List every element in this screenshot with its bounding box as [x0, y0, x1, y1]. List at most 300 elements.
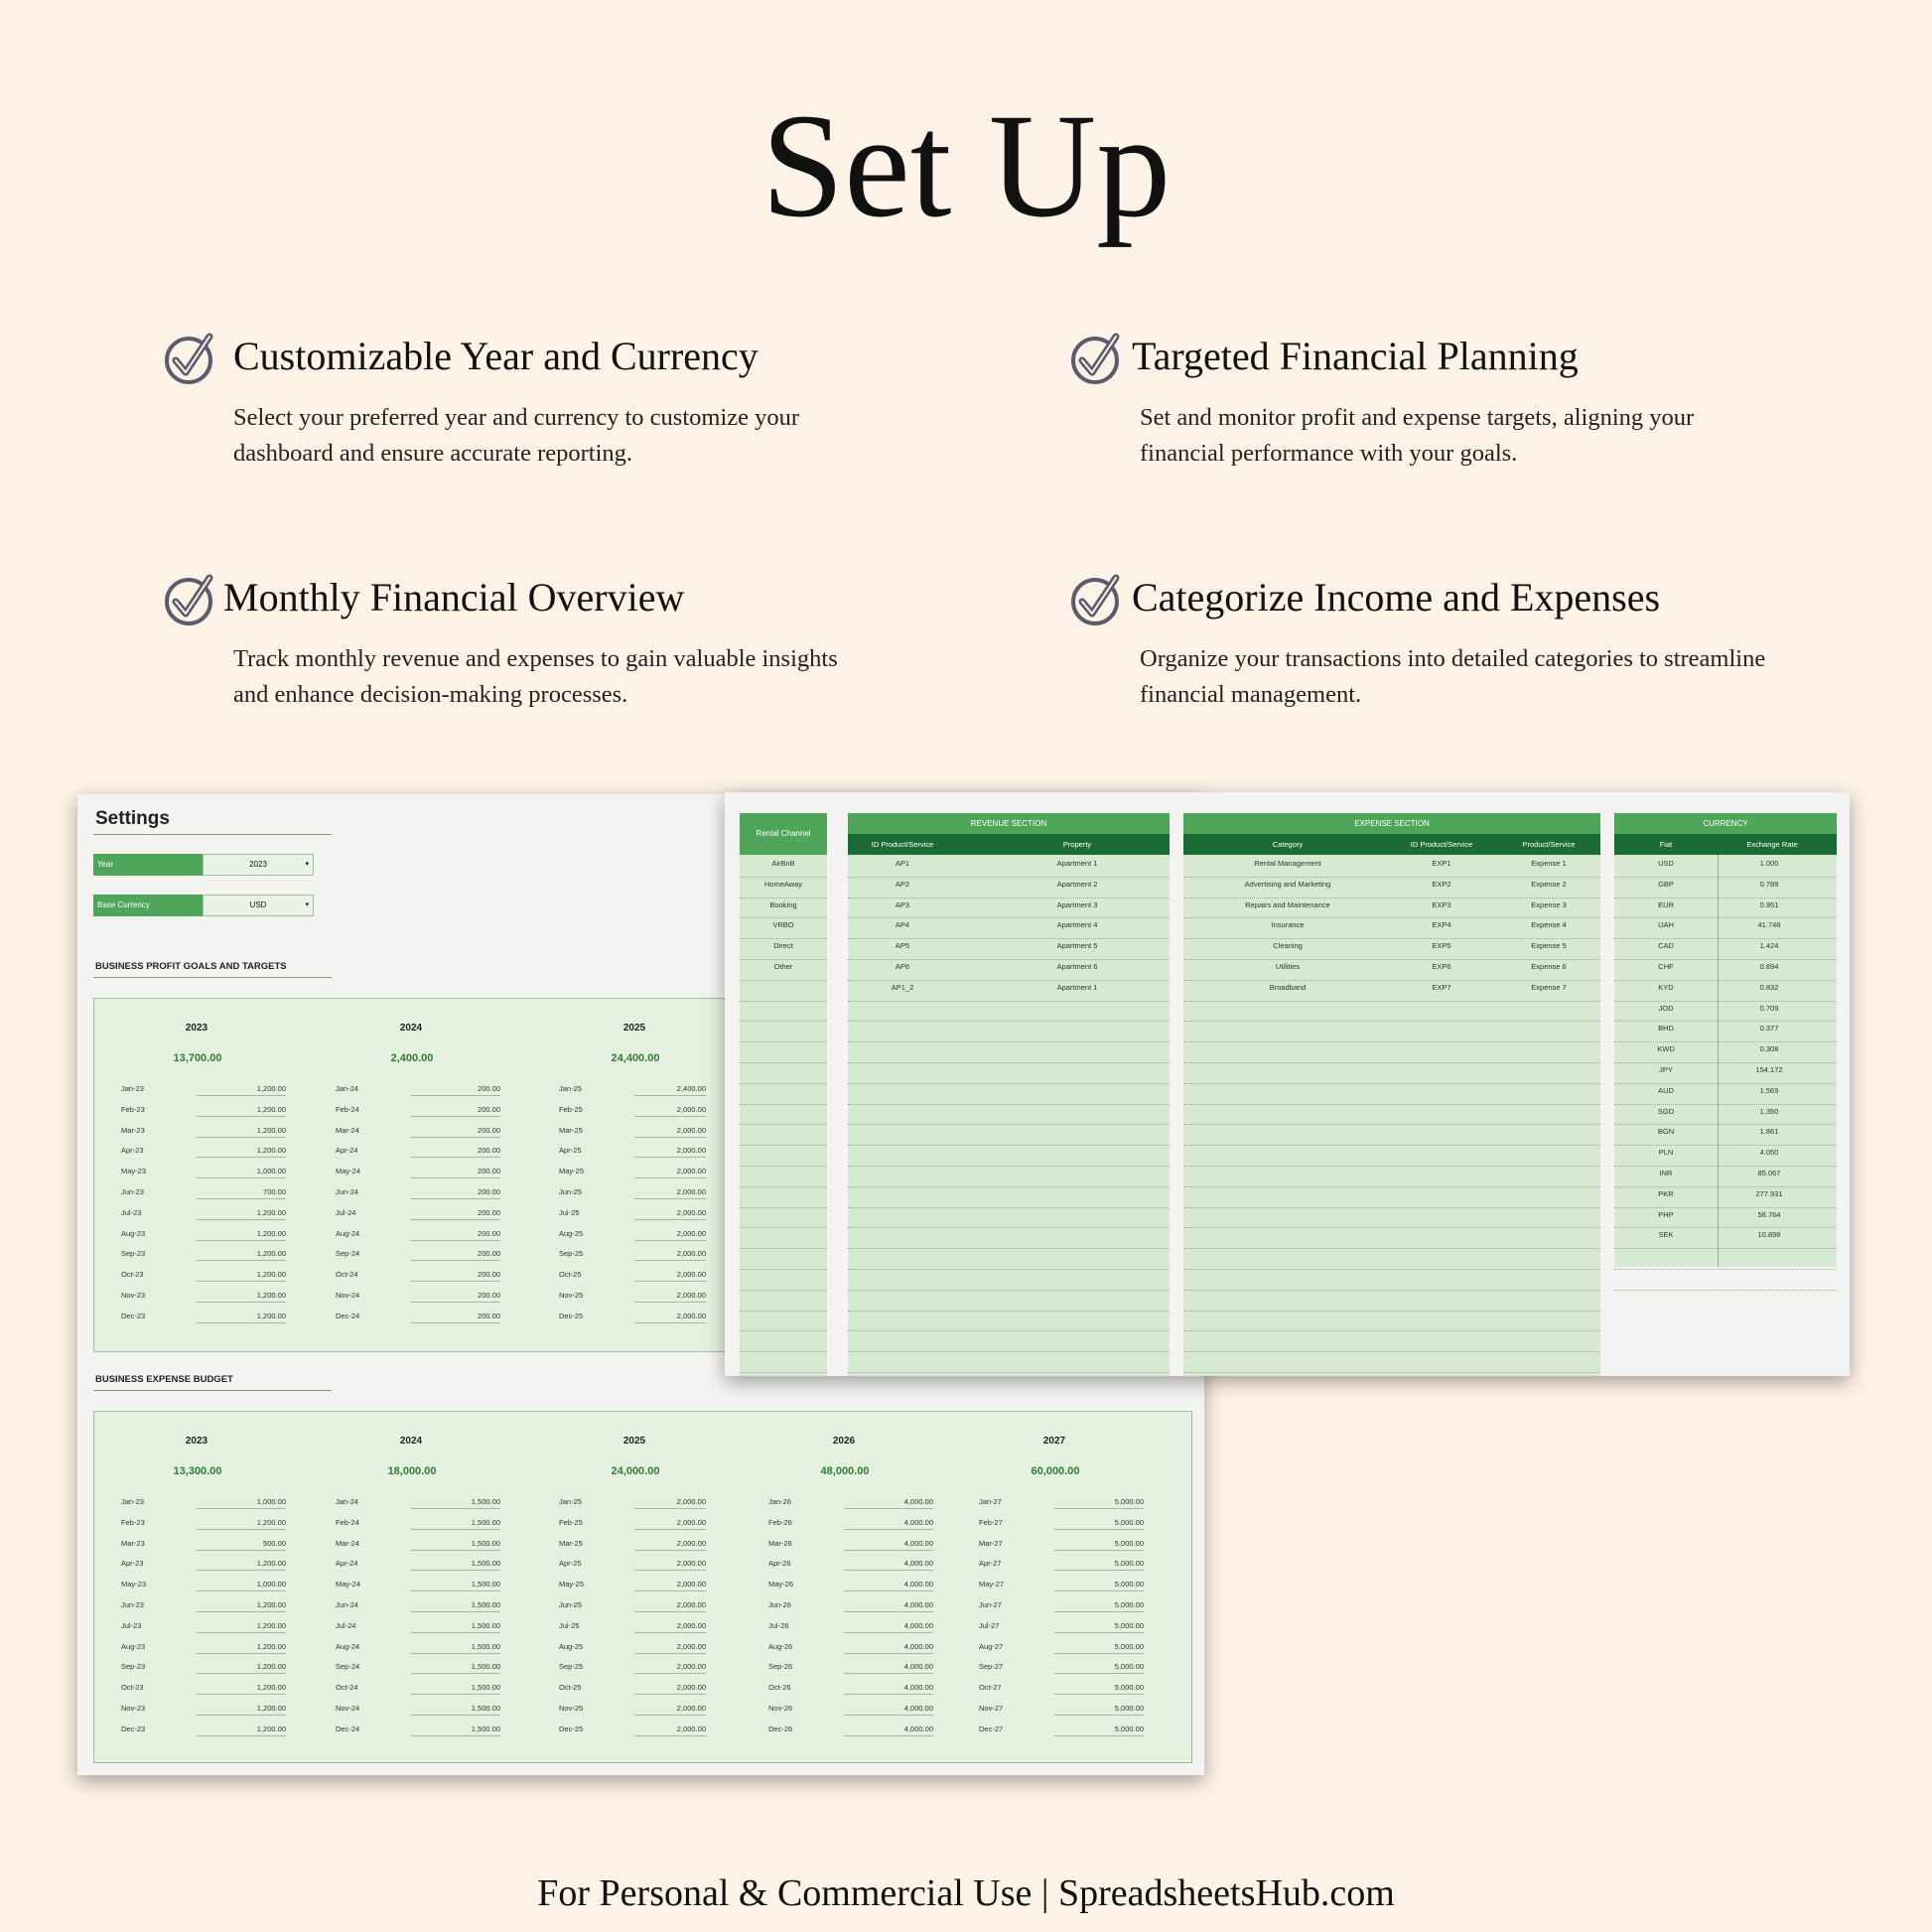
month-label: Sep-27 — [979, 1662, 1004, 1672]
month-value: 200.00 — [411, 1167, 500, 1178]
expense-id: EXP4 — [1432, 920, 1451, 930]
month-value: 2,000.00 — [634, 1683, 706, 1695]
month-value: 1,200.00 — [197, 1518, 286, 1530]
month-value: 1,200.00 — [197, 1725, 286, 1736]
month-label: Apr-24 — [336, 1146, 358, 1156]
year-total: 13,300.00 — [173, 1465, 222, 1477]
month-value: 2,000.00 — [634, 1662, 706, 1674]
month-value: 1,500.00 — [411, 1642, 500, 1654]
month-value: 1,200.00 — [197, 1559, 286, 1571]
currency-fiat: UAH — [1658, 920, 1674, 930]
month-value: 2,000.00 — [634, 1725, 706, 1736]
revenue-id: AP4 — [895, 920, 910, 930]
divider — [93, 977, 332, 978]
month-value: 1,500.00 — [411, 1518, 500, 1530]
feature-heading: Categorize Income and Expenses — [1132, 575, 1661, 620]
month-label: Oct-25 — [559, 1683, 582, 1693]
month-label: Jul-26 — [768, 1620, 789, 1630]
row-divider — [740, 1001, 827, 1002]
month-label: Dec-25 — [559, 1311, 584, 1320]
row-divider — [1614, 917, 1837, 918]
row-divider — [1183, 1001, 1600, 1002]
row-divider — [848, 1001, 1170, 1002]
month-label: Oct-25 — [559, 1270, 582, 1280]
row-divider — [740, 959, 827, 960]
month-label: Sep-23 — [121, 1662, 146, 1672]
expense-id: EXP3 — [1432, 899, 1451, 909]
month-label: Aug-24 — [336, 1641, 360, 1651]
row-divider — [848, 1041, 1170, 1042]
month-value: 4,000.00 — [844, 1621, 933, 1633]
month-label: Apr-23 — [121, 1146, 144, 1156]
month-value: 2,000.00 — [634, 1229, 706, 1241]
base-currency-label: Base Currency — [93, 895, 203, 916]
currency-rate: 41.748 — [1757, 920, 1781, 930]
month-label: Mar-24 — [336, 1125, 359, 1135]
month-label: Aug-23 — [121, 1228, 146, 1238]
currency-rate: 1.424 — [1759, 941, 1779, 951]
month-value: 5,000.00 — [1054, 1518, 1144, 1530]
month-label: May-24 — [336, 1167, 361, 1176]
rental-channel-item: HomeAway — [763, 879, 803, 889]
revenue-property: Apartment 2 — [1056, 879, 1098, 889]
month-label: Apr-23 — [121, 1559, 144, 1569]
row-divider — [1614, 1083, 1837, 1084]
month-label: Aug-23 — [121, 1641, 146, 1651]
month-value: 4,000.00 — [844, 1683, 933, 1695]
expense-product: Expense 4 — [1531, 920, 1567, 930]
revenue-property: Apartment 4 — [1056, 920, 1098, 930]
row-divider — [848, 897, 1170, 898]
month-label: Mar-25 — [559, 1125, 583, 1135]
month-label: Dec-23 — [121, 1724, 146, 1733]
row-divider — [1614, 1021, 1837, 1022]
row-divider — [848, 1227, 1170, 1228]
row-divider — [848, 1248, 1170, 1249]
month-value: 1,500.00 — [411, 1497, 500, 1509]
month-value: 200.00 — [411, 1187, 500, 1199]
currency-fiat: JOD — [1658, 1003, 1674, 1013]
year-total: 13,700.00 — [173, 1052, 222, 1064]
revenue-id: AP1_2 — [891, 982, 914, 992]
row-divider — [848, 1145, 1170, 1146]
row-divider — [848, 1083, 1170, 1084]
month-value: 1,200.00 — [197, 1642, 286, 1654]
year-total: 48,000.00 — [820, 1465, 870, 1477]
month-value: 4,000.00 — [844, 1725, 933, 1736]
row-divider — [1614, 1166, 1837, 1167]
month-label: Oct-24 — [336, 1270, 358, 1280]
month-value: 2,000.00 — [634, 1311, 706, 1323]
month-value: 2,000.00 — [634, 1291, 706, 1303]
month-value: 1,200.00 — [197, 1126, 286, 1138]
row-divider — [740, 917, 827, 918]
expense-col-product: Product/Service — [1522, 840, 1576, 849]
revenue-property: Apartment 1 — [1056, 982, 1098, 992]
month-value: 200.00 — [411, 1126, 500, 1138]
month-value: 1,200.00 — [197, 1270, 286, 1282]
row-divider — [1183, 1207, 1600, 1208]
month-value: 2,000.00 — [634, 1208, 706, 1220]
expense-category: Insurance — [1271, 920, 1305, 930]
expense-col-id: ID Product/Service — [1410, 840, 1473, 849]
month-label: Nov-25 — [559, 1704, 584, 1713]
month-label: Dec-26 — [768, 1724, 793, 1733]
month-value: 2,000.00 — [634, 1105, 706, 1117]
month-label: Jan-24 — [336, 1497, 358, 1506]
checkmark-icon — [1070, 331, 1126, 386]
month-label: Jun-26 — [768, 1600, 791, 1609]
currency-value: USD — [249, 900, 267, 909]
month-label: May-27 — [979, 1580, 1005, 1589]
year-heading: 2023 — [185, 1023, 208, 1034]
expense-id: EXP2 — [1432, 879, 1451, 889]
expense-product: Expense 6 — [1531, 962, 1567, 971]
row-divider — [740, 1227, 827, 1228]
month-label: Nov-26 — [768, 1704, 793, 1713]
month-label: Mar-26 — [768, 1538, 792, 1548]
expense-category: Rental Management — [1254, 859, 1321, 868]
currency-rate: 1.350 — [1759, 1106, 1779, 1116]
month-value: 2,000.00 — [634, 1146, 706, 1158]
month-label: Oct-27 — [979, 1683, 1002, 1693]
feature-description: Organize your transactions into detailed categories to streamline financial management. — [1140, 645, 1766, 708]
month-value: 1,200.00 — [197, 1311, 286, 1323]
month-value: 2,000.00 — [634, 1642, 706, 1654]
month-value: 1,000.00 — [197, 1497, 286, 1509]
month-label: Aug-25 — [559, 1228, 584, 1238]
month-label: Oct-23 — [121, 1683, 144, 1693]
settings-title: Settings — [95, 808, 170, 829]
row-divider — [1183, 1124, 1600, 1125]
month-value: 1,200.00 — [197, 1146, 286, 1158]
month-label: Dec-24 — [336, 1724, 360, 1733]
currency-rate: 277.931 — [1755, 1188, 1783, 1198]
footer-text: For Personal & Commercial Use | SpreadsheetsHub.com — [537, 1872, 1395, 1914]
month-value: 4,000.00 — [844, 1518, 933, 1530]
month-label: Jul-23 — [121, 1620, 142, 1630]
currency-select[interactable] — [203, 895, 314, 916]
currency-rate: 0.951 — [1759, 899, 1779, 909]
month-value: 200.00 — [411, 1270, 500, 1282]
month-value: 2,000.00 — [634, 1621, 706, 1633]
row-divider — [740, 897, 827, 898]
currency-fiat: KYD — [1658, 982, 1674, 992]
month-value: 5,000.00 — [1054, 1642, 1144, 1654]
row-divider — [1183, 1104, 1600, 1105]
revenue-id: AP5 — [895, 941, 910, 951]
month-label: Mar-25 — [559, 1538, 583, 1548]
revenue-property: Apartment 1 — [1056, 859, 1098, 868]
month-value: 2,000.00 — [634, 1580, 706, 1591]
month-value: 1,500.00 — [411, 1580, 500, 1591]
month-value: 1,500.00 — [411, 1662, 500, 1674]
row-divider — [1614, 1124, 1837, 1125]
month-value: 5,000.00 — [1054, 1600, 1144, 1612]
expense-product: Expense 2 — [1531, 879, 1567, 889]
currency-fiat: GBP — [1658, 879, 1674, 889]
rental-channel-item: Booking — [769, 899, 797, 909]
currency-fiat: INR — [1659, 1169, 1673, 1177]
expense-budget-title: BUSINESS EXPENSE BUDGET — [95, 1374, 233, 1385]
feature-heading: Monthly Financial Overview — [223, 575, 685, 620]
row-divider — [1183, 938, 1600, 939]
currency-rate: 58.764 — [1757, 1209, 1781, 1219]
month-label: May-23 — [121, 1580, 147, 1589]
month-value: 5,000.00 — [1054, 1580, 1144, 1591]
row-divider — [740, 1207, 827, 1208]
chevron-down-icon: ▾ — [305, 901, 309, 908]
year-heading: 2024 — [399, 1436, 423, 1447]
month-value: 2,000.00 — [634, 1559, 706, 1571]
month-label: Oct-24 — [336, 1683, 358, 1693]
month-label: May-24 — [336, 1580, 361, 1589]
month-value: 5,000.00 — [1054, 1539, 1144, 1551]
month-label: Jan-24 — [336, 1084, 358, 1093]
row-divider — [740, 980, 827, 981]
month-value: 4,000.00 — [844, 1580, 933, 1591]
month-value: 200.00 — [411, 1084, 500, 1096]
month-label: Jul-25 — [559, 1207, 580, 1217]
row-divider — [848, 959, 1170, 960]
month-value: 4,000.00 — [844, 1539, 933, 1551]
month-value: 2,000.00 — [634, 1167, 706, 1178]
year-total: 24,000.00 — [611, 1465, 660, 1477]
currency-fiat: BHD — [1658, 1024, 1674, 1034]
row-divider — [1614, 1207, 1837, 1208]
row-divider — [1183, 1021, 1600, 1022]
month-value: 1,200.00 — [197, 1704, 286, 1716]
month-label: Sep-26 — [768, 1662, 793, 1672]
month-value: 2,000.00 — [634, 1539, 706, 1551]
month-value: 1,200.00 — [197, 1683, 286, 1695]
year-heading: 2025 — [622, 1023, 646, 1034]
row-divider — [1614, 1227, 1837, 1228]
row-divider — [848, 1330, 1170, 1331]
row-divider — [740, 1269, 827, 1270]
row-divider — [1183, 877, 1600, 878]
row-divider — [848, 1021, 1170, 1022]
month-label: Nov-27 — [979, 1704, 1004, 1713]
expense-id: EXP7 — [1432, 982, 1451, 992]
month-value: 1,000.00 — [197, 1580, 286, 1591]
currency-fiat: EUR — [1658, 899, 1674, 909]
month-label: Apr-25 — [559, 1559, 582, 1569]
currency-rate: 0.308 — [1759, 1044, 1779, 1054]
month-value: 2,000.00 — [634, 1249, 706, 1261]
expense-product: Expense 3 — [1531, 899, 1567, 909]
month-value: 5,000.00 — [1054, 1725, 1144, 1736]
currency-rate: 154.172 — [1755, 1065, 1783, 1074]
revenue-section-header: REVENUE SECTION — [848, 813, 1170, 834]
revenue-col-property: Property — [1062, 840, 1092, 849]
month-label: May-26 — [768, 1580, 794, 1589]
month-value: 2,000.00 — [634, 1270, 706, 1282]
currency-rate: 1.861 — [1759, 1127, 1779, 1137]
row-divider — [1614, 1001, 1837, 1002]
row-divider — [740, 1166, 827, 1167]
month-label: Apr-25 — [559, 1146, 582, 1156]
feature-2 — [1070, 331, 1825, 529]
month-label: Mar-23 — [121, 1125, 145, 1135]
month-label: Aug-27 — [979, 1641, 1004, 1651]
month-value: 1,500.00 — [411, 1621, 500, 1633]
month-value: 2,400.00 — [634, 1084, 706, 1096]
currency-rate: 10.898 — [1757, 1230, 1781, 1240]
month-value: 200.00 — [411, 1311, 500, 1323]
year-total: 24,400.00 — [611, 1052, 660, 1064]
month-value: 2,000.00 — [634, 1600, 706, 1612]
revenue-property: Apartment 5 — [1056, 941, 1098, 951]
month-value: 700.00 — [197, 1187, 286, 1199]
row-divider — [1183, 1269, 1600, 1270]
month-label: Jul-25 — [559, 1620, 580, 1630]
month-label: Jan-23 — [121, 1497, 144, 1506]
row-divider — [1614, 1145, 1837, 1146]
year-label: Year — [93, 854, 203, 876]
row-divider — [848, 1372, 1170, 1373]
row-divider — [740, 1248, 827, 1249]
month-value: 1,500.00 — [411, 1539, 500, 1551]
row-divider — [740, 1372, 827, 1373]
row-divider — [1183, 1062, 1600, 1063]
row-divider — [740, 1124, 827, 1125]
row-divider — [848, 1124, 1170, 1125]
row-divider — [1183, 1227, 1600, 1228]
month-label: Jun-23 — [121, 1600, 144, 1609]
month-label: Aug-25 — [559, 1641, 584, 1651]
month-label: Mar-24 — [336, 1538, 359, 1548]
month-label: Jun-25 — [559, 1187, 582, 1196]
month-value: 1,200.00 — [197, 1249, 286, 1261]
feature-description: Select your preferred year and currency to customize your dashboard and ensure accurate reporting. — [233, 404, 800, 467]
month-value: 1,200.00 — [197, 1600, 286, 1612]
profit-goals-title: BUSINESS PROFIT GOALS AND TARGETS — [95, 961, 287, 972]
row-divider — [1183, 1372, 1600, 1373]
month-label: Jun-27 — [979, 1600, 1002, 1609]
month-label: Nov-24 — [336, 1704, 360, 1713]
revenue-property: Apartment 3 — [1056, 899, 1098, 909]
page-title: Set Up — [760, 83, 1172, 248]
row-divider — [848, 1351, 1170, 1352]
row-divider — [1614, 1186, 1837, 1187]
row-divider — [740, 1186, 827, 1187]
month-label: Sep-25 — [559, 1249, 584, 1259]
row-divider — [740, 938, 827, 939]
month-value: 2,000.00 — [634, 1497, 706, 1509]
currency-rate: 0.832 — [1759, 982, 1779, 992]
row-divider — [740, 1062, 827, 1063]
month-label: Nov-25 — [559, 1291, 584, 1300]
month-value: 5,000.00 — [1054, 1559, 1144, 1571]
month-label: Sep-25 — [559, 1662, 584, 1672]
revenue-id: AP6 — [895, 962, 910, 971]
row-divider — [1183, 1248, 1600, 1249]
month-label: Jun-25 — [559, 1600, 582, 1609]
row-divider — [1183, 1290, 1600, 1291]
currency-section-header: CURRENCY — [1614, 813, 1837, 834]
month-label: Jan-27 — [979, 1497, 1002, 1506]
month-label: Apr-26 — [768, 1559, 791, 1569]
revenue-id: AP1 — [895, 859, 910, 868]
month-label: Feb-24 — [336, 1104, 359, 1114]
rental-channel-item: AirBnB — [771, 859, 795, 868]
month-label: Jul-27 — [979, 1620, 1000, 1630]
expense-category: Repairs and Maintenance — [1245, 899, 1330, 909]
row-divider — [848, 1166, 1170, 1167]
checkmark-icon — [1070, 572, 1126, 627]
month-value: 200.00 — [411, 1146, 500, 1158]
row-divider — [848, 980, 1170, 981]
month-label: Dec-27 — [979, 1724, 1004, 1733]
month-value: 4,000.00 — [844, 1662, 933, 1674]
expense-category: Utilities — [1275, 962, 1301, 971]
year-select[interactable] — [203, 854, 314, 876]
currency-rate: 85.067 — [1757, 1169, 1781, 1177]
divider — [93, 1390, 332, 1391]
month-label: May-25 — [559, 1580, 585, 1589]
row-divider — [1183, 980, 1600, 981]
month-label: Sep-24 — [336, 1662, 360, 1672]
row-divider — [1614, 1104, 1837, 1105]
month-label: Mar-27 — [979, 1538, 1003, 1548]
row-divider — [848, 917, 1170, 918]
month-value: 200.00 — [411, 1291, 500, 1303]
month-value: 5,000.00 — [1054, 1662, 1144, 1674]
currency-fiat: CHF — [1658, 962, 1674, 971]
expense-category: Cleaning — [1273, 941, 1303, 951]
row-divider — [740, 1083, 827, 1084]
year-total: 60,000.00 — [1031, 1465, 1080, 1477]
row-divider — [1614, 938, 1837, 939]
row-divider — [848, 1062, 1170, 1063]
revenue-col-id: ID Product/Service — [871, 840, 934, 849]
expense-category: Advertising and Marketing — [1244, 879, 1331, 889]
month-value: 1,000.00 — [197, 1167, 286, 1178]
month-value: 4,000.00 — [844, 1600, 933, 1612]
revenue-property: Apartment 6 — [1056, 962, 1098, 971]
currency-fiat: PHP — [1658, 1209, 1674, 1219]
row-divider — [848, 1104, 1170, 1105]
year-heading: 2025 — [622, 1436, 646, 1447]
feature-1 — [164, 331, 918, 529]
year-heading: 2027 — [1042, 1436, 1066, 1447]
month-label: Aug-26 — [768, 1641, 793, 1651]
currency-rate: 1.569 — [1759, 1085, 1779, 1095]
month-label: May-25 — [559, 1167, 585, 1176]
currency-rate: 0.789 — [1759, 879, 1779, 889]
month-value: 1,500.00 — [411, 1704, 500, 1716]
expense-id: EXP5 — [1432, 941, 1451, 951]
month-value: 2,000.00 — [634, 1187, 706, 1199]
month-label: Feb-26 — [768, 1517, 792, 1527]
row-divider — [848, 1186, 1170, 1187]
currency-rate: 0.894 — [1759, 962, 1779, 971]
month-value: 1,200.00 — [197, 1229, 286, 1241]
currency-rate: 0.377 — [1759, 1024, 1779, 1034]
year-value: 2023 — [249, 860, 267, 869]
month-value: 5,000.00 — [1054, 1704, 1144, 1716]
rental-channel-item: Direct — [773, 941, 793, 951]
expense-section-header: EXPENSE SECTION — [1183, 813, 1600, 834]
month-value: 500.00 — [197, 1539, 286, 1551]
currency-rate: 1.000 — [1759, 859, 1779, 868]
year-total: 18,000.00 — [387, 1465, 437, 1477]
row-divider — [1614, 877, 1837, 878]
row-divider — [1614, 897, 1837, 898]
column-divider — [1718, 855, 1719, 1267]
month-value: 1,200.00 — [197, 1662, 286, 1674]
